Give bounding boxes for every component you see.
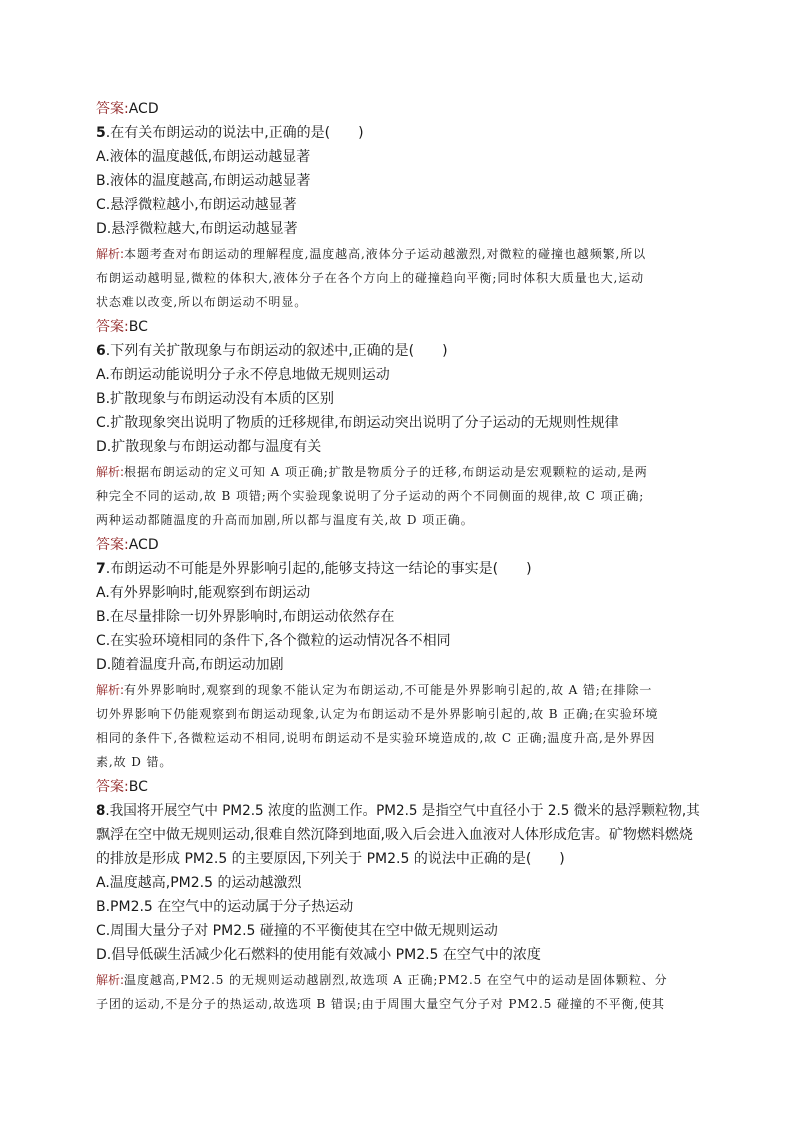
explanation-line <box>96 270 644 286</box>
answer-label: 答案: <box>96 779 129 795</box>
answer-option: D.倡导低碳生活减少化石燃料的使用能有效减小 PM2.5 在空气中的浓度 <box>96 947 541 963</box>
explanation-line <box>96 730 655 746</box>
answer-option: C.扩散现象突出说明了物质的迁移规律,布朗运动突出说明了分子运动的无规则性规律 <box>96 415 619 431</box>
answer-value: ACD <box>128 537 159 553</box>
explanation-label: 解析: <box>96 247 125 261</box>
question-text: .布朗运动不可能是外界影响引起的,能够支持这一结论的事实是( ) <box>105 561 532 577</box>
question-stem <box>96 342 448 360</box>
explanation-line <box>96 488 644 504</box>
answer-value: BC <box>128 779 148 795</box>
answer-option: A.有外界影响时,能观察到布朗运动 <box>96 585 311 601</box>
explanation-text: 两种运动都随温度的升高而加剧,所以都与温度有关,故 D 项正确。 <box>96 513 474 527</box>
explanation-line <box>96 246 646 262</box>
answer-option: C.在实验环境相同的条件下,各个微粒的运动情况各不相同 <box>96 633 451 649</box>
answer-line <box>96 318 148 336</box>
answer-option: B.PM2.5 在空气中的运动属于分子热运动 <box>96 899 354 915</box>
explanation-line <box>96 294 307 310</box>
answer-value: ACD <box>128 101 159 117</box>
answer-option: C.周围大量分子对 PM2.5 碰撞的不平衡使其在空中做无规则运动 <box>96 923 498 939</box>
explanation-text: 相同的条件下,各微粒运动不相同,说明布朗运动不是实验环境造成的,故 C 正确;温度升高,是外界因 <box>96 731 656 745</box>
question-text: .我国将开展空气中 PM2.5 浓度的监测工作。PM2.5 是指空气中直径小于 2.5 微米的悬浮颗粒物,其 <box>105 803 700 819</box>
question-stem <box>96 560 532 578</box>
explanation-text: 本题考查对布朗运动的理解程度,温度越高,液体分子运动越激烈,对微粒的碰撞也越频繁,所以 <box>124 247 647 261</box>
question-number: 7 <box>96 561 106 577</box>
answer-option: B.液体的温度越高,布朗运动越显著 <box>96 173 311 189</box>
question-text: .在有关布朗运动的说法中,正确的是( ) <box>105 125 364 141</box>
answer-option: D.扩散现象与布朗运动都与温度有关 <box>96 439 322 455</box>
question-stem <box>96 802 700 820</box>
explanation-label: 解析: <box>96 683 125 697</box>
explanation-text: 素,故 D 错。 <box>96 755 173 769</box>
question-number: 5 <box>96 125 106 141</box>
explanation-label: 解析: <box>96 973 125 987</box>
answer-label: 答案: <box>96 101 129 117</box>
explanation-text: 有外界影响时,观察到的现象不能认定为布朗运动,不可能是外界影响引起的,故 A 错;在排除一 <box>124 683 653 697</box>
question-number: 8 <box>96 803 106 819</box>
explanation-text: 布朗运动越明显,微粒的体积大,液体分子在各个方向上的碰撞趋向平衡;同时体积大质量也大,运动 <box>96 271 644 285</box>
explanation-text: 温度越高,PM2.5 的无规则运动越剧烈,故选项 A 正确;PM2.5 在空气中的运动是固体颗粒、分 <box>124 973 668 987</box>
question-text-continued: 飘浮在空中做无规则运动,很难自然沉降到地面,吸入后会进入血液对人体形成危害。矿物燃料燃烧 <box>96 827 693 843</box>
question-stem <box>96 124 364 142</box>
answer-option: D.随着温度升高,布朗运动加剧 <box>96 657 284 673</box>
answer-value: BC <box>128 319 148 335</box>
explanation-label: 解析: <box>96 465 125 479</box>
answer-option: C.悬浮微粒越小,布朗运动越显著 <box>96 197 297 213</box>
explanation-line <box>96 996 665 1012</box>
question-text: .下列有关扩散现象与布朗运动的叙述中,正确的是( ) <box>105 343 448 359</box>
answer-label: 答案: <box>96 319 129 335</box>
question-text-continued: 的排放是形成 PM2.5 的主要原因,下列关于 PM2.5 的说法中正确的是( ) <box>96 851 565 867</box>
explanation-text: 根据布朗运动的定义可知 A 项正确;扩散是物质分子的迁移,布朗运动是宏观颗粒的运动,是两 <box>124 465 648 479</box>
explanation-line <box>96 972 668 988</box>
explanation-text: 种完全不同的运动,故 B 项错;两个实验现象说明了分子运动的两个不同侧面的规律,故 C 项正确; <box>96 489 645 503</box>
answer-option: D.悬浮微粒越大,布朗运动越显著 <box>96 221 298 237</box>
explanation-line <box>96 464 648 480</box>
answer-option: A.液体的温度越低,布朗运动越显著 <box>96 149 311 165</box>
explanation-text: 切外界影响下仍能观察到布朗运动现象,认定为布朗运动不是外界影响引起的,故 B 正确;在实验环境 <box>96 707 659 721</box>
explanation-text: 子团的运动,不是分子的热运动,故选项 B 错误;由于周围大量空气分子对 PM2.5 碰撞的不平衡,使其 <box>96 997 665 1011</box>
explanation-line <box>96 754 172 770</box>
explanation-line <box>96 706 658 722</box>
answer-option: B.在尽量排除一切外界影响时,布朗运动依然存在 <box>96 609 395 625</box>
answer-option: A.温度越高,PM2.5 的运动越激烈 <box>96 875 302 891</box>
answer-line <box>96 778 148 796</box>
explanation-text: 状态难以改变,所以布朗运动不明显。 <box>96 295 308 309</box>
answer-line <box>96 100 159 118</box>
answer-option: B.扩散现象与布朗运动没有本质的区别 <box>96 391 335 407</box>
explanation-line <box>96 512 474 528</box>
explanation-line <box>96 682 652 698</box>
answer-line <box>96 536 159 554</box>
answer-option: A.布朗运动能说明分子永不停息地做无规则运动 <box>96 367 390 383</box>
answer-label: 答案: <box>96 537 129 553</box>
question-number: 6 <box>96 343 106 359</box>
